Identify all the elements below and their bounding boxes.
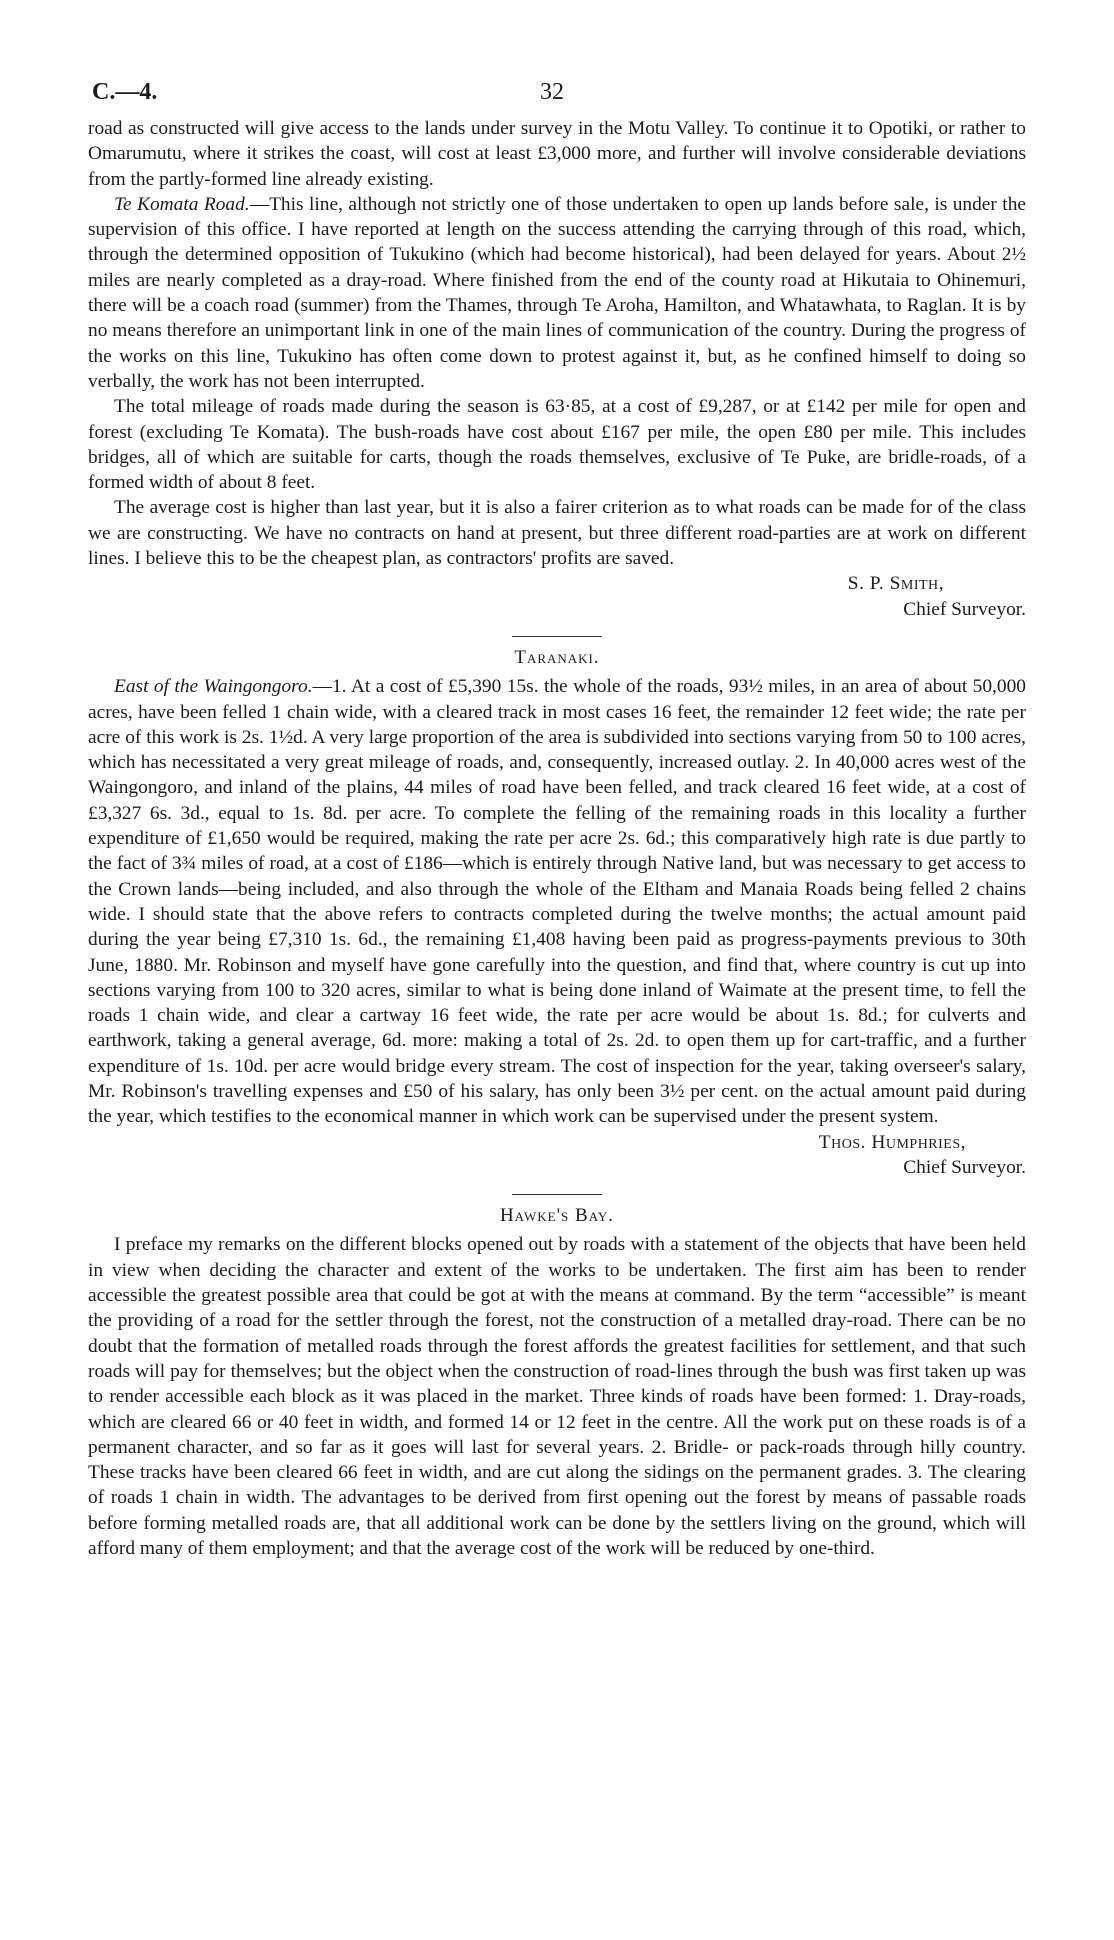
- section-divider: [512, 1194, 602, 1195]
- signature-block-smith: [88, 571, 1026, 622]
- average-cost-paragraph: The average cost is higher than last year, but it is also a fairer criterion as to what roads can be made for of the class we are constructing. We have no contracts on hand at present, but three different road-parties are at work on different lines. I believe this to be the cheapest plan, as contractors' profits are saved.: [88, 497, 1026, 570]
- page-number: 32: [540, 79, 564, 105]
- signature-name: S. P. Smith,: [847, 573, 944, 595]
- page-header: [88, 80, 1026, 116]
- signature-title: Chief Surveyor.: [903, 598, 1026, 620]
- hawkes-bay-paragraph: I preface my remarks on the different blocks opened out by roads with a statement of the objects that have been held in view when deciding the character and extent of the works to be undertaken. The first aim has been to render accessible the greatest possible area that could be got at with the means at command. By the term “accessible” is meant the providing of a road for the settler through the forest, not the construction of a metalled dray-road. There can be no doubt that the formation of metalled roads through the forest affords the greatest facilities for settlement, and that such roads will pay for themselves; but the object when the construction of road-lines through the bush was first taken up was to render accessible each block as it was placed in the market. Three kinds of roads have been formed: 1. Dray-roads, which are cleared 66 or 40 feet in width, and formed 14 or 12 feet in the centre. All the work put on these roads is of a permanent character, and so far as it goes will last for several years. 2. Bridle- or pack-roads through hilly country. These tracks have been cleared 66 feet in width, and are cut along the sidings on the permanent grades. 3. The clearing of roads 1 chain in width. The advantages to be derived from first opening out the forest by means of passable roads before forming metalled roads are, that all additional work can be done by the settlers living on the ground, which will afford many of them employment; and that the average cost of the work will be reduced by one-third.: [88, 1234, 1026, 1560]
- section-heading-hawkes-bay: Hawke's Bay.: [499, 1205, 615, 1227]
- te-komata-title: Te Komata Road.: [114, 193, 250, 215]
- taranaki-body: —1. At a cost of £5,390 15s. the whole of the roads, 93½ miles, in an area of about 50,000 acres, have been felled 1 chain wide, with a cleared track in most cases 16 feet, the remainder 12 feet wide; the rate per acre of this work is 2s. 1½d. A very large proportion of the area is subdivided into sections varying from 50 to 100 acres, which has necessitated a very great mileage of roads, and, consequently, increased outlay. 2. In 40,000 acres west of the Waingongoro, and inland of the plains, 44 miles of road have been felled, and track cleared 16 feet wide, at a cost of £3,327 6s. 3d., equal to 1s. 8d. per acre. To complete the felling of the remaining roads in this locality a further expenditure of £1,650 would be required, making the rate per acre 2s. 6d.; this comparatively high rate is due partly to the fact of 3¾ miles of road, at a cost of £186—which is entirely through Native land, but was necessary to get access to the Crown lands—being included, and also through the whole of the Eltham and Manaia Roads being felled 2 chains wide. I should state that the above refers to contracts completed during the twelve months; the actual amount paid during the year being £7,310 1s. 6d., the remaining £1,408 having been paid as progress-payments previous to 30th June, 1880. Mr. Robinson and myself have gone carefully into the question, and find that, where country is cut up into sections varying from 100 to 320 acres, similar to what is being done inland of Waimate at the present time, to fell the roads 1 chain wide, and clear a cartway 16 feet wide, the rate per acre would be about 1s. 8d.; for culverts and earthwork, taking a general average, 6d. more: making a total of 2s. 2d. to open them up for cart-traffic, and a further expenditure of 1s. 10d. per acre would bridge every stream. The cost of inspection for the year, taking overseer's salary, Mr. Robinson's travelling expenses and £50 of his salary, has only been 3½ per cent. on the actual amount paid during the year, which testifies to the economical manner in which work can be supervised under the present system.: [88, 676, 1026, 1128]
- opening-paragraph: road as constructed will give access to the lands under survey in the Motu Valley. To continue it to Opotiki, or rather to Omarumutu, where it strikes the coast, will cost at least £3,000 more, and further will involve considerable deviations from the partly-formed line already existing.: [88, 118, 1026, 190]
- taranaki-title: East of the Waingongoro.: [114, 676, 313, 698]
- taranaki-heading-block: [88, 636, 1026, 670]
- hawkes-bay-heading-block: [88, 1194, 1026, 1228]
- section-heading-taranaki: Taranaki.: [514, 646, 600, 668]
- signature-name: Thos. Humphries,: [818, 1131, 966, 1153]
- taranaki-paragraph: [88, 674, 1026, 1129]
- document-reference: C.—4.: [92, 79, 158, 105]
- signature-title: Chief Surveyor.: [903, 1156, 1026, 1178]
- te-komata-body: —This line, although not strictly one of those undertaken to open up lands before sale, is under the supervision of this office. I have reported at length on the success attending the carrying through of this road, which, through the determined opposition of Tukukino (which had become historical), had been delayed for years. About 2½ miles are nearly completed as a dray-road. Where finished from the end of the county road at Hikutaia to Ohinemuri, there will be a coach road (summer) from the Thames, through Te Aroha, Hamilton, and Whatawhata, to Raglan. It is by no means therefore an unimportant link in one of the main lines of communication of the country. During the progress of the works on this line, Tukukino has often come down to protest against it, but, as he confined himself to doing so verbally, the work has not been interrupted.: [88, 193, 1027, 392]
- mileage-paragraph: The total mileage of roads made during the season is 63·85, at a cost of £9,287, or at £142 per mile for open and forest (excluding Te Komata). The bush-roads have cost about £167 per mile, the open £80 per mile. This includes bridges, all of which are suitable for carts, though the roads themselves, exclusive of Te Puke, are bridle-roads, of a formed width of about 8 feet.: [88, 396, 1026, 494]
- te-komata-paragraph: [88, 192, 1026, 394]
- section-divider: [512, 636, 602, 637]
- signature-block-humphries: [88, 1130, 1026, 1181]
